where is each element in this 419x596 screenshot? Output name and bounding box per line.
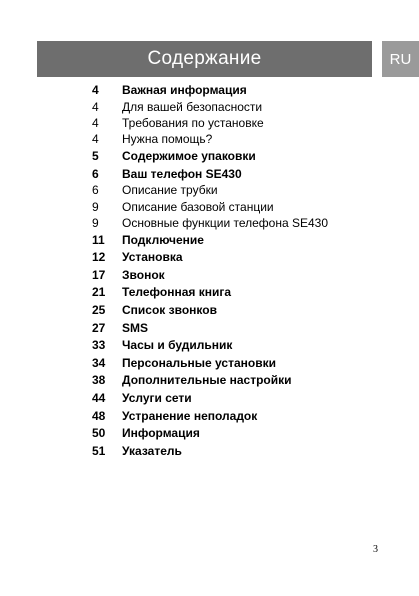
toc-entry-page: 11 xyxy=(92,232,105,247)
toc-entry-page: 21 xyxy=(92,285,106,300)
toc-entry-label: Дополнительные настройки xyxy=(122,373,292,388)
toc-entry-label: Нужна помощь? xyxy=(122,132,213,147)
toc-entry-page: 6 xyxy=(92,183,99,198)
toc-entry[interactable] xyxy=(92,115,392,131)
toc-entry-page: 34 xyxy=(92,355,106,370)
toc-entry-label: Персональные установки xyxy=(122,355,276,370)
toc-entry-label: Информация xyxy=(122,426,200,441)
toc-entry-label: Описание базовой станции xyxy=(122,199,274,214)
toc-entry-label: Содержимое упаковки xyxy=(122,148,256,163)
toc-entry[interactable] xyxy=(92,336,392,354)
toc-entry-page: 9 xyxy=(92,199,99,214)
toc-entry[interactable] xyxy=(92,81,392,99)
table-of-contents xyxy=(92,81,392,460)
toc-entry-label: Описание трубки xyxy=(122,183,218,198)
toc-entry[interactable] xyxy=(92,99,392,115)
toc-entry-label: Устранение неполадок xyxy=(122,408,258,423)
language-code: RU xyxy=(389,50,412,68)
toc-entry-label: Услуги сети xyxy=(122,391,192,406)
toc-entry[interactable] xyxy=(92,301,392,319)
toc-entry-page: 6 xyxy=(92,166,99,181)
toc-entry[interactable] xyxy=(92,249,392,267)
toc-entry-label: Звонок xyxy=(122,267,165,282)
toc-entry-page: 33 xyxy=(92,338,106,353)
toc-entry-page: 25 xyxy=(92,303,106,318)
toc-entry-page: 5 xyxy=(92,148,99,163)
toc-entry[interactable] xyxy=(92,319,392,337)
toc-entry-label: Важная информация xyxy=(122,82,247,97)
toc-entry-page: 27 xyxy=(92,320,106,335)
toc-entry-label: Ваш телефон SE430 xyxy=(122,166,242,181)
page-title-bar xyxy=(37,41,372,77)
toc-entry[interactable] xyxy=(92,215,392,231)
toc-entry-page: 12 xyxy=(92,250,106,265)
toc-entry-label: Указатель xyxy=(122,443,182,458)
toc-entry[interactable] xyxy=(92,165,392,183)
toc-entry[interactable] xyxy=(92,389,392,407)
toc-entry[interactable] xyxy=(92,354,392,372)
toc-entry-page: 48 xyxy=(92,408,106,423)
toc-entry-page: 4 xyxy=(92,82,99,97)
toc-entry-label: Требования по установке xyxy=(122,115,264,130)
toc-entry-label: Телефонная книга xyxy=(122,285,232,300)
toc-entry[interactable] xyxy=(92,284,392,302)
toc-entry-page: 17 xyxy=(92,267,106,282)
toc-entry[interactable] xyxy=(92,199,392,215)
toc-entry-page: 50 xyxy=(92,426,106,441)
toc-entry[interactable] xyxy=(92,372,392,390)
toc-entry-label: Основные функции телефона SE430 xyxy=(122,215,329,230)
toc-entry-label: Установка xyxy=(122,250,183,265)
toc-entry[interactable] xyxy=(92,424,392,442)
language-tab xyxy=(382,41,419,77)
toc-entry[interactable] xyxy=(92,266,392,284)
toc-entry[interactable] xyxy=(92,131,392,147)
toc-entry[interactable] xyxy=(92,182,392,198)
toc-entry-page: 4 xyxy=(92,115,99,130)
toc-entry-page: 4 xyxy=(92,99,99,114)
toc-entry[interactable] xyxy=(92,407,392,425)
toc-entry-label: Подключение xyxy=(122,232,204,247)
page-title: Содержание xyxy=(147,48,262,69)
toc-entry-label: Часы и будильник xyxy=(122,338,233,353)
toc-entry[interactable] xyxy=(92,442,392,460)
toc-entry-page: 44 xyxy=(92,391,106,406)
page-number: 3 xyxy=(373,544,378,555)
toc-entry-label: Список звонков xyxy=(122,303,217,318)
toc-entry-page: 51 xyxy=(92,443,106,458)
toc-entry[interactable] xyxy=(92,231,392,249)
toc-entry-label: Для вашей безопасности xyxy=(122,99,263,114)
toc-entry-page: 4 xyxy=(92,132,99,147)
toc-entry-page: 38 xyxy=(92,373,106,388)
toc-entry-page: 9 xyxy=(92,215,99,230)
toc-entry[interactable] xyxy=(92,147,392,165)
toc-entry-label: SMS xyxy=(122,320,149,335)
